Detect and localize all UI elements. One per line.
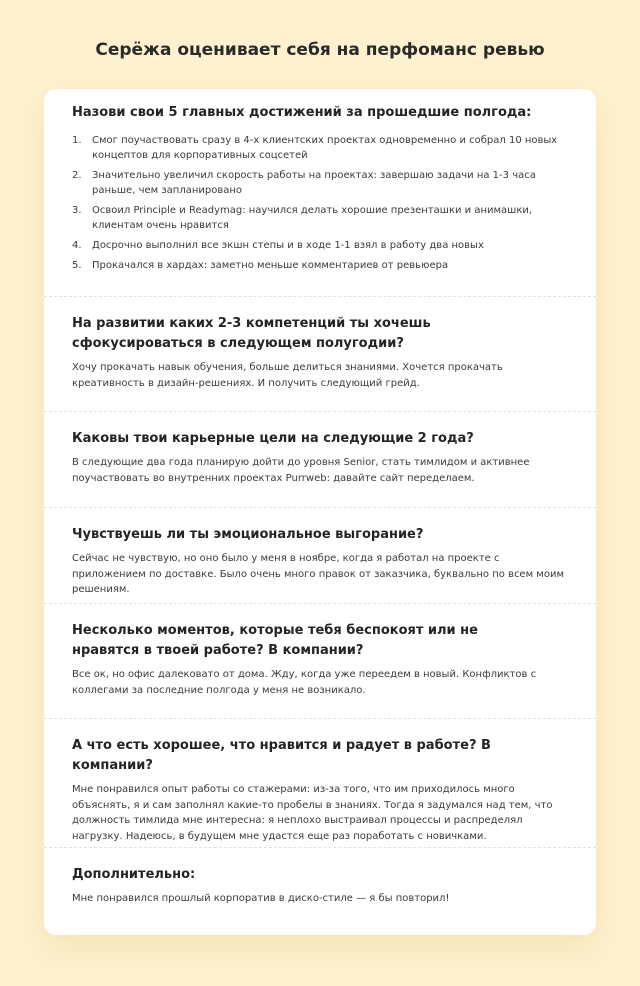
section-question: Чувствуешь ли ты эмоциональное выгорание? [72,527,424,542]
list-item [72,133,568,163]
list-item [72,203,568,233]
section-career-goals [44,411,596,486]
section-positives [44,718,596,844]
list-item-text: Значительно увеличил скорость работы на проектах: завершаю задачи на 1-3 часа раньше, чем запланировано [92,170,536,196]
list-item [72,168,568,198]
list-item-text: Смог поучаствовать сразу в 4-х клиентских проектах одновременно и собрал 10 новых концептов для корпоративных соцсетей [92,135,558,161]
review-card [44,89,596,935]
section-concerns [44,603,596,698]
list-item-number: 5. [72,260,82,271]
section-question: Несколько моментов, которые тебя беспокоят или не нравятся в твоей работе? В компании? [72,623,478,658]
section-additional [44,847,596,907]
section-question: На развитии каких 2-3 компетенций ты хочешь сфокусироваться в следующем полугодии? [72,316,431,351]
section-competencies [44,296,596,391]
list-item [72,238,568,253]
section-answer: В следующие два года планирую дойти до уровня Senior, стать тимлидом и активнее поучаствовать во внутренних проектах Purrweb: давайте сайт переделаем. [72,457,530,484]
list-item-number: 4. [72,240,82,251]
section-answer: Хочу прокачать навык обучения, больше делиться знаниями. Хочется прокачать креативность в дизайн-решениях. И получить следующий грейд. [72,362,503,389]
section-burnout [44,507,596,598]
achievements-list [72,133,568,273]
section-question: Каковы твои карьерные цели на следующие 2 года? [72,431,474,446]
section-answer: Мне понравился прошлый корпоратив в диско-стиле — я бы повторил! [72,893,450,904]
section-achievements [44,103,596,278]
list-item-text: Прокачался в хардах: заметно меньше комментариев от ревьюера [92,260,449,271]
list-item-number: 3. [72,205,82,216]
section-question: Дополнительно: [72,867,196,882]
page-title: Серёжа оценивает себя на перфоманс ревью [95,40,545,60]
section-question: А что есть хорошее, что нравится и радует в работе? В компании? [72,738,491,773]
section-answer: Все ок, но офис далековато от дома. Жду, когда уже переедем в новый. Конфликтов с коллегами за последние полгода у меня не возникало. [72,669,537,696]
list-item-number: 2. [72,170,82,181]
section-answer: Сейчас не чувствую, но оно было у меня в ноябре, когда я работал на проекте с приложением по доставке. Было очень много правок от заказчика, буквально по всем моим решениям. [72,553,565,595]
section-answer: Мне понравился опыт работы со стажерами: из-за того, что им приходилось много объяснять, я и сам заполнял какие-то пробелы в знаниях. Тогда я задумался над тем, что должность тимлида мне интересна: я неплохо выстраивал процессы и распределял нагрузку. Надеюсь, в будущем мне удастся еще раз поработать с новичками. [72,784,553,842]
list-item-text: Освоил Principle и Readymag: научился делать хорошие презенташки и анимашки, клиентам очень нравится [92,205,533,231]
list-item-number: 1. [72,135,82,146]
section-question: Назови свои 5 главных достижений за прошедшие полгода: [72,105,532,120]
list-item-text: Досрочно выполнил все экшн степы и в ходе 1-1 взял в работу два новых [92,240,484,251]
list-item [72,258,568,273]
